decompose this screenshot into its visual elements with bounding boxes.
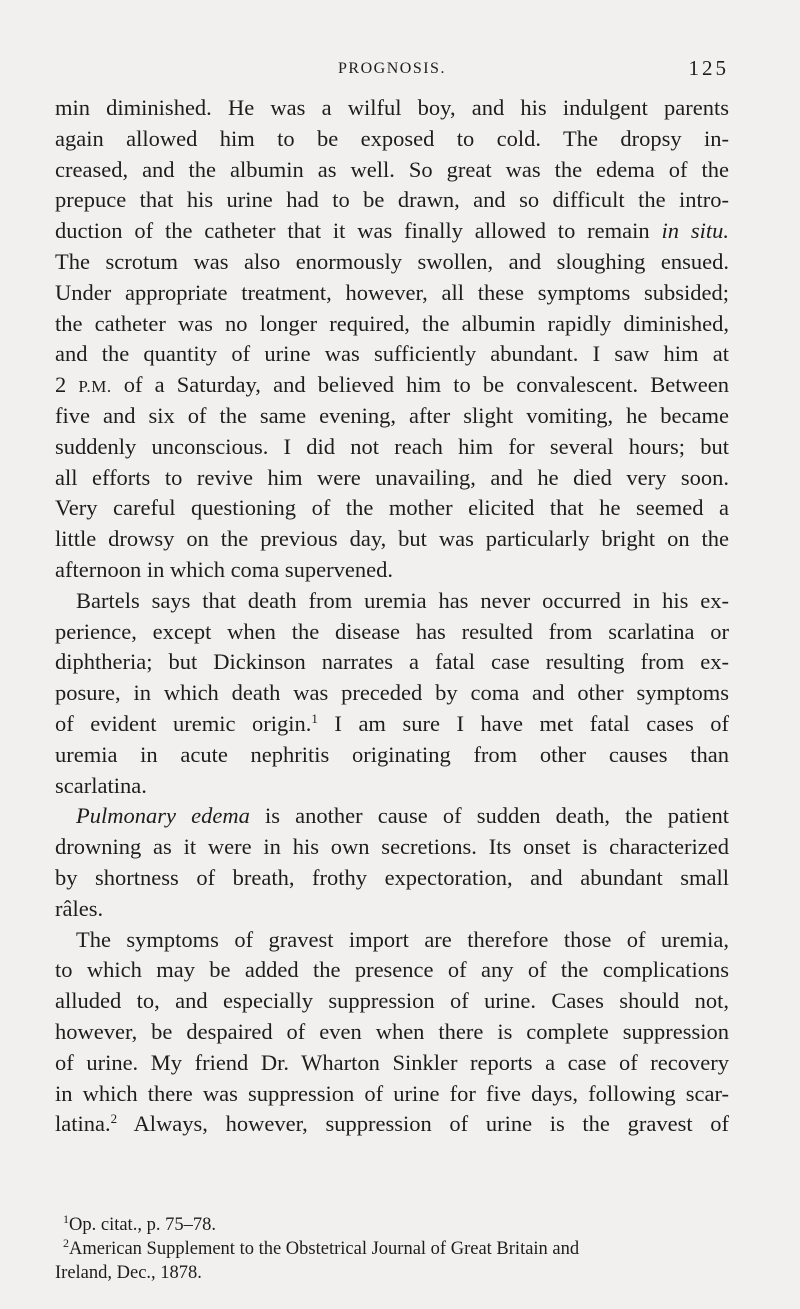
text-line: drowning as it were in his own secretions. Its onset is characterized	[55, 834, 729, 860]
footnote	[55, 1237, 729, 1261]
text-line: 2 P.M. of a Saturday, and believed him to be convalescent. Between	[55, 372, 729, 398]
running-head	[55, 56, 729, 84]
footnote	[55, 1213, 729, 1237]
text-line: duction of the catheter that it was finally allowed to remain in situ.	[55, 218, 729, 244]
text-line: The symptoms of gravest import are therefore those of uremia,	[76, 926, 729, 952]
text-line: however, be despaired of even when there is complete suppression	[55, 1018, 729, 1044]
text-line: posure, in which death was preceded by coma and other symptoms	[55, 680, 729, 706]
text-line: Pulmonary edema is another cause of sudden death, the patient	[76, 803, 730, 829]
text-line: Bartels says that death from uremia has never occurred in his ex-	[76, 587, 729, 613]
text-line: of urine. My friend Dr. Wharton Sinkler reports a case of recovery	[55, 1049, 729, 1075]
text-line: perience, except when the disease has resulted from scarlatina or	[55, 618, 729, 644]
italic-phrase: Pulmonary edema	[76, 803, 250, 829]
text-line: alluded to, and especially suppression of urine. Cases should not,	[55, 988, 729, 1014]
text-line: min diminished. He was a wilful boy, and his indulgent parents	[55, 95, 729, 120]
footnote-mark: 2	[63, 1236, 69, 1250]
text-line: Very careful questioning of the mother elicited that he seemed a	[55, 495, 729, 521]
text-line: of evident uremic origin.$^1$ I am sure I have met fatal cases of	[55, 710, 729, 736]
text-line: râles.	[55, 895, 104, 921]
text-line: all efforts to revive him were unavailing, and he died very soon.	[55, 464, 729, 490]
text-line: diphtheria; but Dickinson narrates a fatal case resulting from ex-	[55, 649, 729, 675]
footnote-ref: 1	[311, 710, 318, 726]
text-line: latina.$^2$ Always, however, suppression of urine is the gravest of	[55, 1111, 729, 1137]
text-line: to which may be added the presence of any of the complications	[55, 957, 729, 983]
text-line: creased, and the albumin as well. So great was the edema of the	[55, 156, 729, 182]
text-line: by shortness of breath, frothy expectoration, and abundant small	[55, 864, 729, 890]
footnote-ref: 2	[110, 1111, 118, 1127]
running-title: PROGNOSIS.	[338, 60, 446, 77]
body-text	[55, 93, 729, 1140]
text-line: suddenly unconscious. I did not reach him for several hours; but	[55, 433, 729, 459]
text-line: again allowed him to be exposed to cold. The dropsy in-	[55, 125, 729, 151]
text-line: prepuce that his urine had to be drawn, and so difficult the intro-	[55, 187, 729, 213]
text-line: little drowsy on the previous day, but was particularly bright on the	[55, 526, 729, 552]
text-line: scarlatina.	[55, 772, 147, 798]
footnote-text: Op. citat., p. 75–78.	[69, 1215, 216, 1235]
text-line: the catheter was no longer required, the albumin rapidly diminished,	[55, 310, 729, 336]
small-caps-time: P.M.	[78, 377, 112, 397]
italic-phrase: in situ.	[661, 218, 729, 244]
footnotes	[55, 1213, 729, 1285]
text-line: in which there was suppression of urine for five days, following scar-	[55, 1080, 729, 1106]
text-line: Under appropriate treatment, however, all these symptoms subsided;	[55, 279, 729, 305]
text-line: five and six of the same evening, after slight vomiting, he became	[55, 402, 729, 428]
text-line: afternoon in which coma supervened.	[55, 556, 394, 582]
footnote-mark: 1	[63, 1212, 69, 1226]
text-line: The scrotum was also enormously swollen, and sloughing ensued.	[55, 248, 729, 274]
footnote-text: American Supplement to the Obstetrical Journal of Great Britain and	[69, 1239, 580, 1259]
page-number: 125	[688, 56, 729, 80]
text-line: uremia in acute nephritis originating from other causes than	[55, 741, 729, 767]
footnote-continuation: Ireland, Dec., 1878.	[55, 1263, 202, 1283]
text-line: and the quantity of urine was sufficiently abundant. I saw him at	[55, 341, 729, 367]
